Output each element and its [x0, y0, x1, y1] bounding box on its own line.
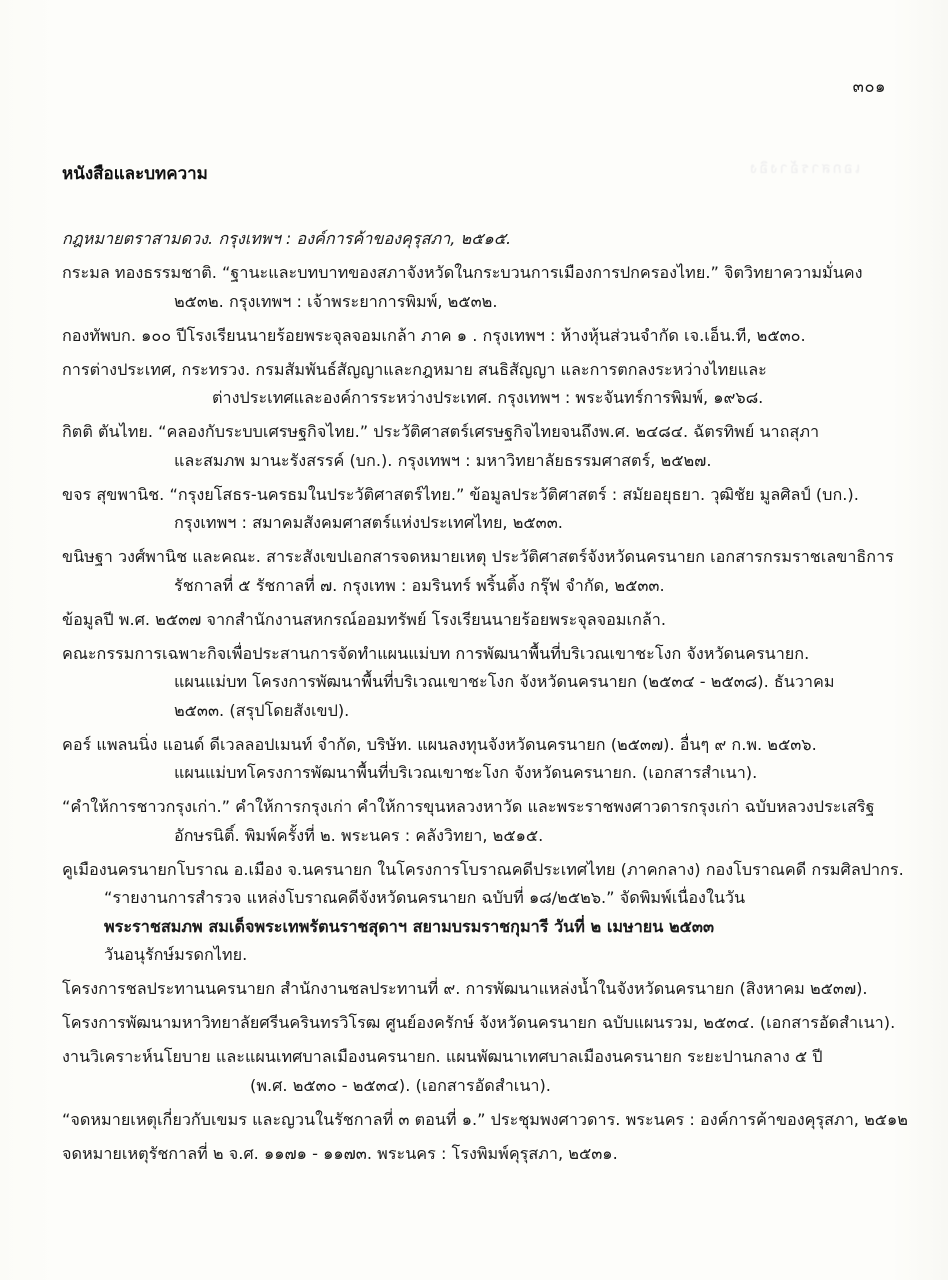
- bibliography-line: ๒๕๓๒. กรุงเทพฯ : เจ้าพระยาการพิมพ์, ๒๕๓๒.: [174, 291, 498, 311]
- entry-kramon-thongthammachat: [62, 259, 892, 316]
- bibliography-line: กรุงเทพฯ : สมาคมสังคมศาสตร์แห่งประเทศไทย, ๒๕๓๓.: [174, 513, 563, 532]
- entry-chotmaihet-khmer: [62, 1106, 908, 1135]
- bibliography-line: ขนิษฐา วงศ์พานิช และคณะ. สาระสังเขปเอกสารจดหมายเหตุ ประวัติศาสตร์จังหวัดนครนายก เอกสารกรมราชเลขาธิการ: [62, 547, 894, 566]
- bibliography-line: แผนแม่บท โครงการพัฒนาพื้นที่บริเวณเขาชะโงก จังหวัดนครนายก (๒๕๓๔ - ๒๕๓๘). ธันวาคม: [174, 672, 835, 691]
- bibliography-line: ขจร สุขพานิช. “กรุงยโสธร-นครธมในประวัติศาสตร์ไทย.” ข้อมูลประวัติศาสตร์ : สมัยอยุธยา. วุฒิชัย มูลศิลป์ (บก.).: [62, 484, 859, 504]
- bibliography-line: (พ.ศ. ๒๕๓๐ - ๒๕๓๔). (เอกสารอัดสำเนา).: [250, 1075, 551, 1095]
- entry-kan-tang-prathet: [62, 356, 892, 413]
- entry-core-planning: [62, 731, 892, 788]
- bibliography-line: ๒๕๓๓. (สรุปโดยสังเขป).: [174, 700, 350, 720]
- entry-khrongkan-phatthana-mahawitthayalai: [62, 1009, 896, 1038]
- bibliography-line: “รายงานการสำรวจ แหล่งโบราณคดีจังหวัดนครนายก ฉบับที่ ๑๘/๒๕๒๖.” จัดพิมพ์เนื่องในวัน: [104, 888, 746, 907]
- page-number: ๓๐๑: [852, 77, 886, 96]
- bibliography-line: คณะกรรมการเฉพาะกิจเพื่อประสานการจัดทำแผนแม่บท การพัฒนาพื้นที่บริเวณเขาชะโงก จังหวัดนครนายก.: [62, 643, 810, 663]
- show-through-text: เอกสารอ้างอิง: [748, 159, 860, 177]
- bibliography-line: จดหมายเหตุรัชกาลที่ ๒ จ.ศ. ๑๑๗๑ - ๑๑๗๓. พระนคร : โรงพิมพ์คุรุสภา, ๒๕๓๑.: [62, 1143, 618, 1163]
- bibliography-line: กิตติ ตันไทย. “คลองกับระบบเศรษฐกิจไทย.” ประวัติศาสตร์เศรษฐกิจไทยจนถึงพ.ศ. ๒๔๘๔. ฉัตรทิพย์ นาถสุภา: [62, 422, 820, 441]
- bibliography-list: [62, 225, 908, 1174]
- entry-chotmaihet-ratchakan-2: [62, 1140, 892, 1169]
- bibliography-line: กฎหมายตราสามดวง. กรุงเทพฯ : องค์การค้าของคุรุสภา, ๒๕๑๕.: [62, 229, 512, 248]
- entry-khanitta-wongphanit: [62, 543, 892, 600]
- bibliography-line: อักษรนิติ์. พิมพ์ครั้งที่ ๒. พระนคร : คลังวิทยา, ๒๕๑๕.: [174, 825, 544, 845]
- entry-khomun-pi-2537: [62, 606, 892, 635]
- bibliography-line: ต่างประเทศและองค์การระหว่างประเทศ. กรุงเทพฯ : พระจันทร์การพิมพ์, ๑๙๖๘.: [212, 388, 764, 407]
- entry-kitti-tonthai: [62, 418, 892, 475]
- bibliography-line: “จดหมายเหตุเกี่ยวกับเขมร และญวนในรัชกาลที่ ๓ ตอนที่ ๑.” ประชุมพงศาวดาร. พระนคร : องค์การค้าของคุรุสภา, ๒๕๑๒: [62, 1109, 908, 1129]
- bibliography-line: โครงการชลประทานนครนายก สำนักงานชลประทานที่ ๙. การพัฒนาแหล่งน้ำในจังหวัดนครนายก (สิงหาคม ๒๕๓๗).: [62, 979, 868, 998]
- bibliography-line: คูเมืองนครนายกโบราณ อ.เมือง จ.นครนายก ในโครงการโบราณคดีประเทศไทย (ภาคกลาง) กองโบราณคดี กรมศิลปากร.: [62, 859, 904, 879]
- entry-kotmai-tra-sam-duang: [62, 225, 892, 254]
- bibliography-line: โครงการพัฒนามหาวิทยาลัยศรีนครินทรวิโรฒ ศูนย์องครักษ์ จังหวัดนครนายก ฉบับแผนรวม, ๒๕๓๔. (เอกสารอัดสำเนา).: [62, 1013, 896, 1032]
- section-heading: หนังสือและบทความ: [62, 164, 208, 184]
- bibliography-line: “คำให้การชาวกรุงเก่า.” คำให้การกรุงเก่า คำให้การขุนหลวงหาวัด และพระราชพงศาวดารกรุงเก่า ฉบับหลวงประเสริฐ: [62, 797, 875, 816]
- bibliography-line: และสมภพ มานะรังสรรค์ (บก.). กรุงเทพฯ : มหาวิทยาลัยธรรมศาสตร์, ๒๕๒๗.: [174, 450, 712, 470]
- bibliography-line: แผนแม่บทโครงการพัฒนาพื้นที่บริเวณเขาชะโงก จังหวัดนครนายก. (เอกสารสำเนา).: [174, 763, 758, 782]
- entry-ngan-wikhro-nayobai: [62, 1043, 892, 1100]
- bibliography-line: วันอนุรักษ์มรดกไทย.: [104, 945, 248, 964]
- entry-kongthapbok: [62, 322, 892, 351]
- entry-khachon-sukhaphanit: [62, 481, 892, 538]
- bibliography-line: กระมล ทองธรรมชาติ. “ฐานะและบทบาทของสภาจังหวัดในกระบวนการเมืองการปกครองไทย.” จิตวิทยาความมั่นคง: [62, 263, 863, 282]
- entry-khanakammakan-chaphokit: [62, 640, 892, 726]
- entry-khrongkan-chonprathan: [62, 975, 892, 1004]
- bibliography-line: การต่างประเทศ, กระทรวง. กรมสัมพันธ์สัญญาและกฎหมาย สนธิสัญญา และการตกลงระหว่างไทยและ: [62, 359, 767, 379]
- entry-khu-mueang-nakhon-nayok: [62, 856, 904, 970]
- bibliography-line: พระราชสมภพ สมเด็จพระเทพรัตนราชสุดาฯ สยามบรมราชกุมารี วันที่ ๒ เมษายน ๒๕๓๓: [104, 916, 715, 936]
- bibliography-line: งานวิเคราะห์นโยบาย และแผนเทศบาลเมืองนครนายก. แผนพัฒนาเทศบาลเมืองนครนายก ระยะปานกลาง ๕ ปี: [62, 1047, 823, 1066]
- bibliography-line: รัชกาลที่ ๕ รัชกาลที่ ๗. กรุงเทพ : อมรินทร์ พริ้นติ้ง กรุ๊ฟ จำกัด, ๒๕๓๓.: [174, 575, 665, 595]
- bibliography-line: ข้อมูลปี พ.ศ. ๒๕๓๗ จากสำนักงานสหกรณ์ออมทรัพย์ โรงเรียนนายร้อยพระจุลจอมเกล้า.: [62, 609, 667, 629]
- bibliography-line: คอร์ แพลนนิ่ง แอนด์ ดีเวลลอปเมนท์ จำกัด, บริษัท. แผนลงทุนจังหวัดนครนายก (๒๕๓๗). อื่นๆ ๙ ก.พ. ๒๕๓๖.: [62, 734, 817, 754]
- bibliography-line: กองทัพบก. ๑๐๐ ปีโรงเรียนนายร้อยพระจุลจอมเกล้า ภาค ๑ . กรุงเทพฯ : ห้างหุ้นส่วนจำกัด เจ.เอ็น.ที, ๒๕๓๐.: [62, 325, 806, 345]
- entry-kham-hai-kan-chao-krung-kao: [62, 793, 892, 850]
